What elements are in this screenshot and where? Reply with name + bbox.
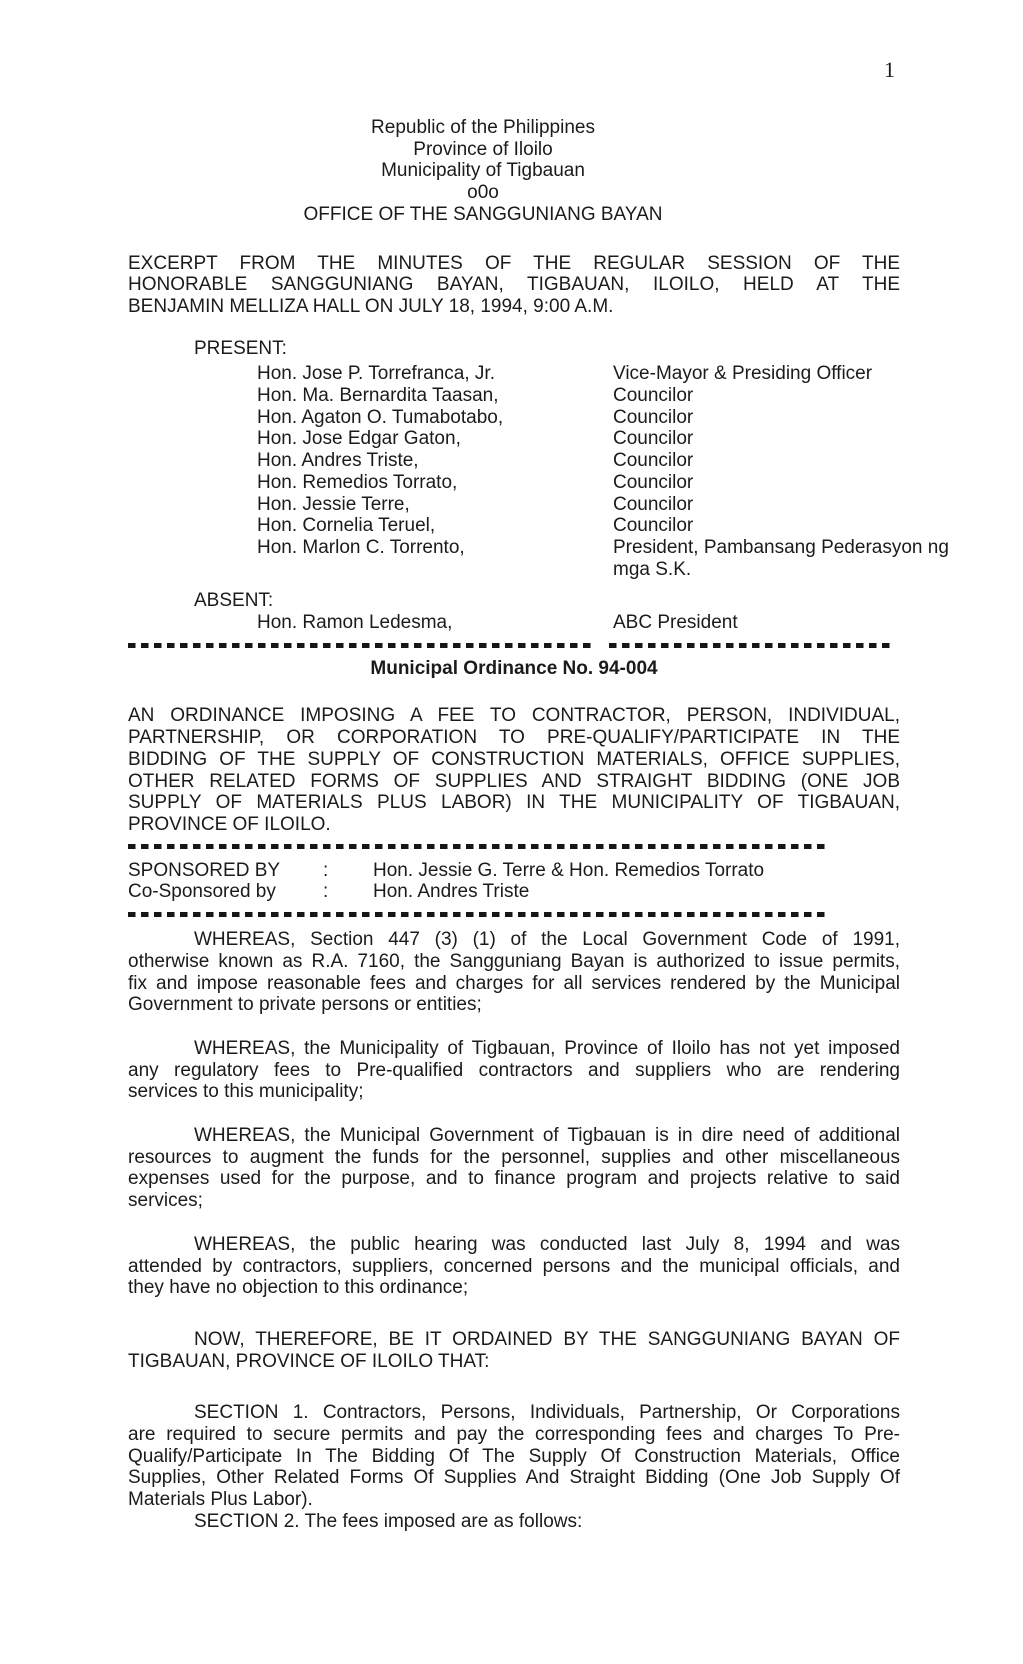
paragraph-line: services to this municipality; (128, 1081, 364, 1103)
paragraph-line: are required to secure permits and pay the corresponding fees and charges To Pre- (128, 1424, 900, 1446)
paragraph-line: WHEREAS, the public hearing was conducted last July 8, 1994 and was (194, 1233, 900, 1255)
ordinance-title-line: OTHER RELATED FORMS OF SUPPLIES AND STRAIGHT BIDDING (ONE JOB (128, 770, 900, 792)
section-2-paragraph (128, 1511, 900, 1533)
attendee-row (128, 472, 900, 494)
excerpt-line: BENJAMIN MELLIZA HALL ON JULY 18, 1994, 9:00 A.M. (128, 295, 614, 317)
attendee-row (128, 385, 900, 407)
paragraph-line: NOW, THEREFORE, BE IT ORDAINED BY THE SANGGUNIANG BAYAN OF (194, 1328, 900, 1350)
attendee-position: ABC President (613, 612, 738, 634)
paragraph-line: Qualify/Participate In The Bidding Of The Supply Of Construction Materials, Office (128, 1445, 900, 1467)
attendee-name: Hon. Jessie Terre, (257, 493, 410, 515)
header-line-separator-o0o: o0o (467, 182, 499, 204)
attendee-row (128, 450, 900, 472)
paragraph-line: WHEREAS, Section 447 (3) (1) of the Local Government Code of 1991, (194, 929, 900, 951)
attendee-position: President, Pambansang Pederasyon ng mga S.K. (613, 536, 949, 580)
attendee-row (128, 407, 900, 429)
paragraph-line: WHEREAS, the Municipality of Tigbauan, Province of Iloilo has not yet imposed (194, 1037, 900, 1059)
paragraph-line: fix and impose reasonable fees and charges for all services rendered by the Municipal (128, 972, 900, 994)
excerpt-line: HONORABLE SANGGUNIANG BAYAN, TIGBAUAN, ILOILO, HELD AT THE (128, 274, 900, 296)
attendee-position: Councilor (613, 428, 694, 450)
attendee-name: Hon. Jose Edgar Gaton, (257, 428, 461, 450)
ordinance-number-title: Municipal Ordinance No. 94-004 (370, 657, 658, 679)
absent-label: ABSENT: (194, 590, 274, 612)
section-1-paragraph (128, 1402, 900, 1511)
sponsor-row (128, 881, 900, 903)
attendee-name: Hon. Ramon Ledesma, (257, 612, 453, 634)
present-list (128, 363, 949, 580)
page-number: 1 (884, 57, 895, 82)
absent-list (128, 612, 900, 634)
paragraph-line: WHEREAS, the Municipal Government of Tigbauan is in dire need of additional (194, 1125, 900, 1147)
dashed-separator-segment (128, 643, 594, 648)
attendee-name: Hon. Ma. Bernardita Taasan, (257, 385, 499, 407)
sponsor-colon: : (323, 881, 329, 903)
attendee-row (128, 536, 949, 580)
sponsor-row (128, 860, 900, 882)
header-line-municipality: Municipality of Tigbauan (381, 160, 585, 182)
paragraph-line: services; (128, 1190, 203, 1212)
paragraph-line: TIGBAUAN, PROVINCE OF ILOILO THAT: (128, 1350, 490, 1372)
attendee-row (128, 494, 900, 516)
attendee-row (128, 428, 900, 450)
paragraph-line: any regulatory fees to Pre-qualified contractors and suppliers who are rendering (128, 1059, 900, 1081)
attendee-position: Councilor (613, 515, 694, 537)
sponsor-colon: : (323, 859, 329, 881)
ordinance-title-line: PROVINCE OF ILOILO. (128, 813, 331, 835)
paragraph-line: SECTION 1. Contractors, Persons, Individuals, Partnership, Or Corporations (194, 1402, 900, 1424)
enactment-clause (128, 1329, 900, 1372)
dashed-separator (128, 912, 826, 917)
paragraph-line: expenses used for the purpose, and to finance program and projects relative to said (128, 1168, 900, 1190)
ordinance-title-line: SUPPLY OF MATERIALS PLUS LABOR) IN THE MUNICIPALITY OF TIGBAUAN, (128, 792, 900, 814)
dashed-separator (128, 844, 826, 849)
header-line-republic: Republic of the Philippines (371, 117, 595, 138)
dashed-separator-segment (609, 643, 892, 648)
attendee-name: Hon. Remedios Torrato, (257, 471, 458, 493)
attendee-position: Councilor (613, 385, 694, 407)
attendee-name: Hon. Agaton O. Tumabotabo, (257, 406, 504, 428)
paragraph-line: attended by contractors, suppliers, concerned persons and the municipal officials, and (128, 1255, 900, 1277)
attendee-position: Councilor (613, 406, 694, 428)
paragraph-line: resources to augment the funds for the personnel, supplies and other miscellaneous (128, 1146, 900, 1168)
attendee-position: Councilor (613, 471, 694, 493)
sponsor-label: Co-Sponsored by (128, 881, 276, 903)
ordinance-title-line: AN ORDINANCE IMPOSING A FEE TO CONTRACTOR, PERSON, INDIVIDUAL, (128, 705, 900, 727)
header-line-office: OFFICE OF THE SANGGUNIANG BAYAN (303, 203, 663, 225)
attendee-position: Councilor (613, 493, 694, 515)
ordinance-title-line: PARTNERSHIP, OR CORPORATION TO PRE-QUALIFY/PARTICIPATE IN THE (128, 727, 900, 749)
present-label: PRESENT: (194, 337, 287, 359)
dashed-separator (128, 643, 900, 648)
ordinance-title-paragraph (128, 705, 900, 835)
document-header (128, 117, 838, 226)
whereas-paragraph-1 (128, 929, 900, 1016)
attendee-name: Hon. Jose P. Torrefranca, Jr. (257, 363, 495, 385)
whereas-paragraph-4 (128, 1234, 900, 1299)
attendee-name: Hon. Marlon C. Torrento, (257, 536, 465, 558)
whereas-paragraph-3 (128, 1125, 900, 1212)
sponsors-block (128, 860, 900, 903)
attendee-row (128, 612, 900, 634)
paragraph-line: otherwise known as R.A. 7160, the Sangguniang Bayan is authorized to issue permits, (128, 950, 900, 972)
attendee-row (128, 363, 900, 385)
attendee-position: Vice-Mayor & Presiding Officer (613, 363, 873, 385)
sponsor-value: Hon. Jessie G. Terre & Hon. Remedios Torrato (373, 859, 765, 881)
attendee-row (128, 515, 900, 537)
sponsor-label: SPONSORED BY (128, 859, 281, 881)
attendee-name: Hon. Cornelia Teruel, (257, 515, 436, 537)
paragraph-line: Materials Plus Labor). (128, 1489, 313, 1511)
attendee-name: Hon. Andres Triste, (257, 450, 419, 472)
attendee-position: Councilor (613, 450, 694, 472)
ordinance-title-line: BIDDING OF THE SUPPLY OF CONSTRUCTION MATERIALS, OFFICE SUPPLIES, (128, 748, 900, 770)
sponsor-value: Hon. Andres Triste (373, 881, 530, 903)
excerpt-line: EXCERPT FROM THE MINUTES OF THE REGULAR SESSION OF THE (128, 252, 900, 274)
paragraph-line: SECTION 2. The fees imposed are as follows: (194, 1510, 583, 1532)
header-line-province: Province of Iloilo (413, 138, 553, 160)
paragraph-line: they have no objection to this ordinance; (128, 1277, 469, 1299)
excerpt-paragraph (128, 253, 900, 318)
whereas-paragraph-2 (128, 1038, 900, 1103)
paragraph-line: Government to private persons or entities; (128, 994, 482, 1016)
paragraph-line: Supplies, Other Related Forms Of Supplies And Straight Bidding (One Job Supply Of (128, 1467, 900, 1489)
